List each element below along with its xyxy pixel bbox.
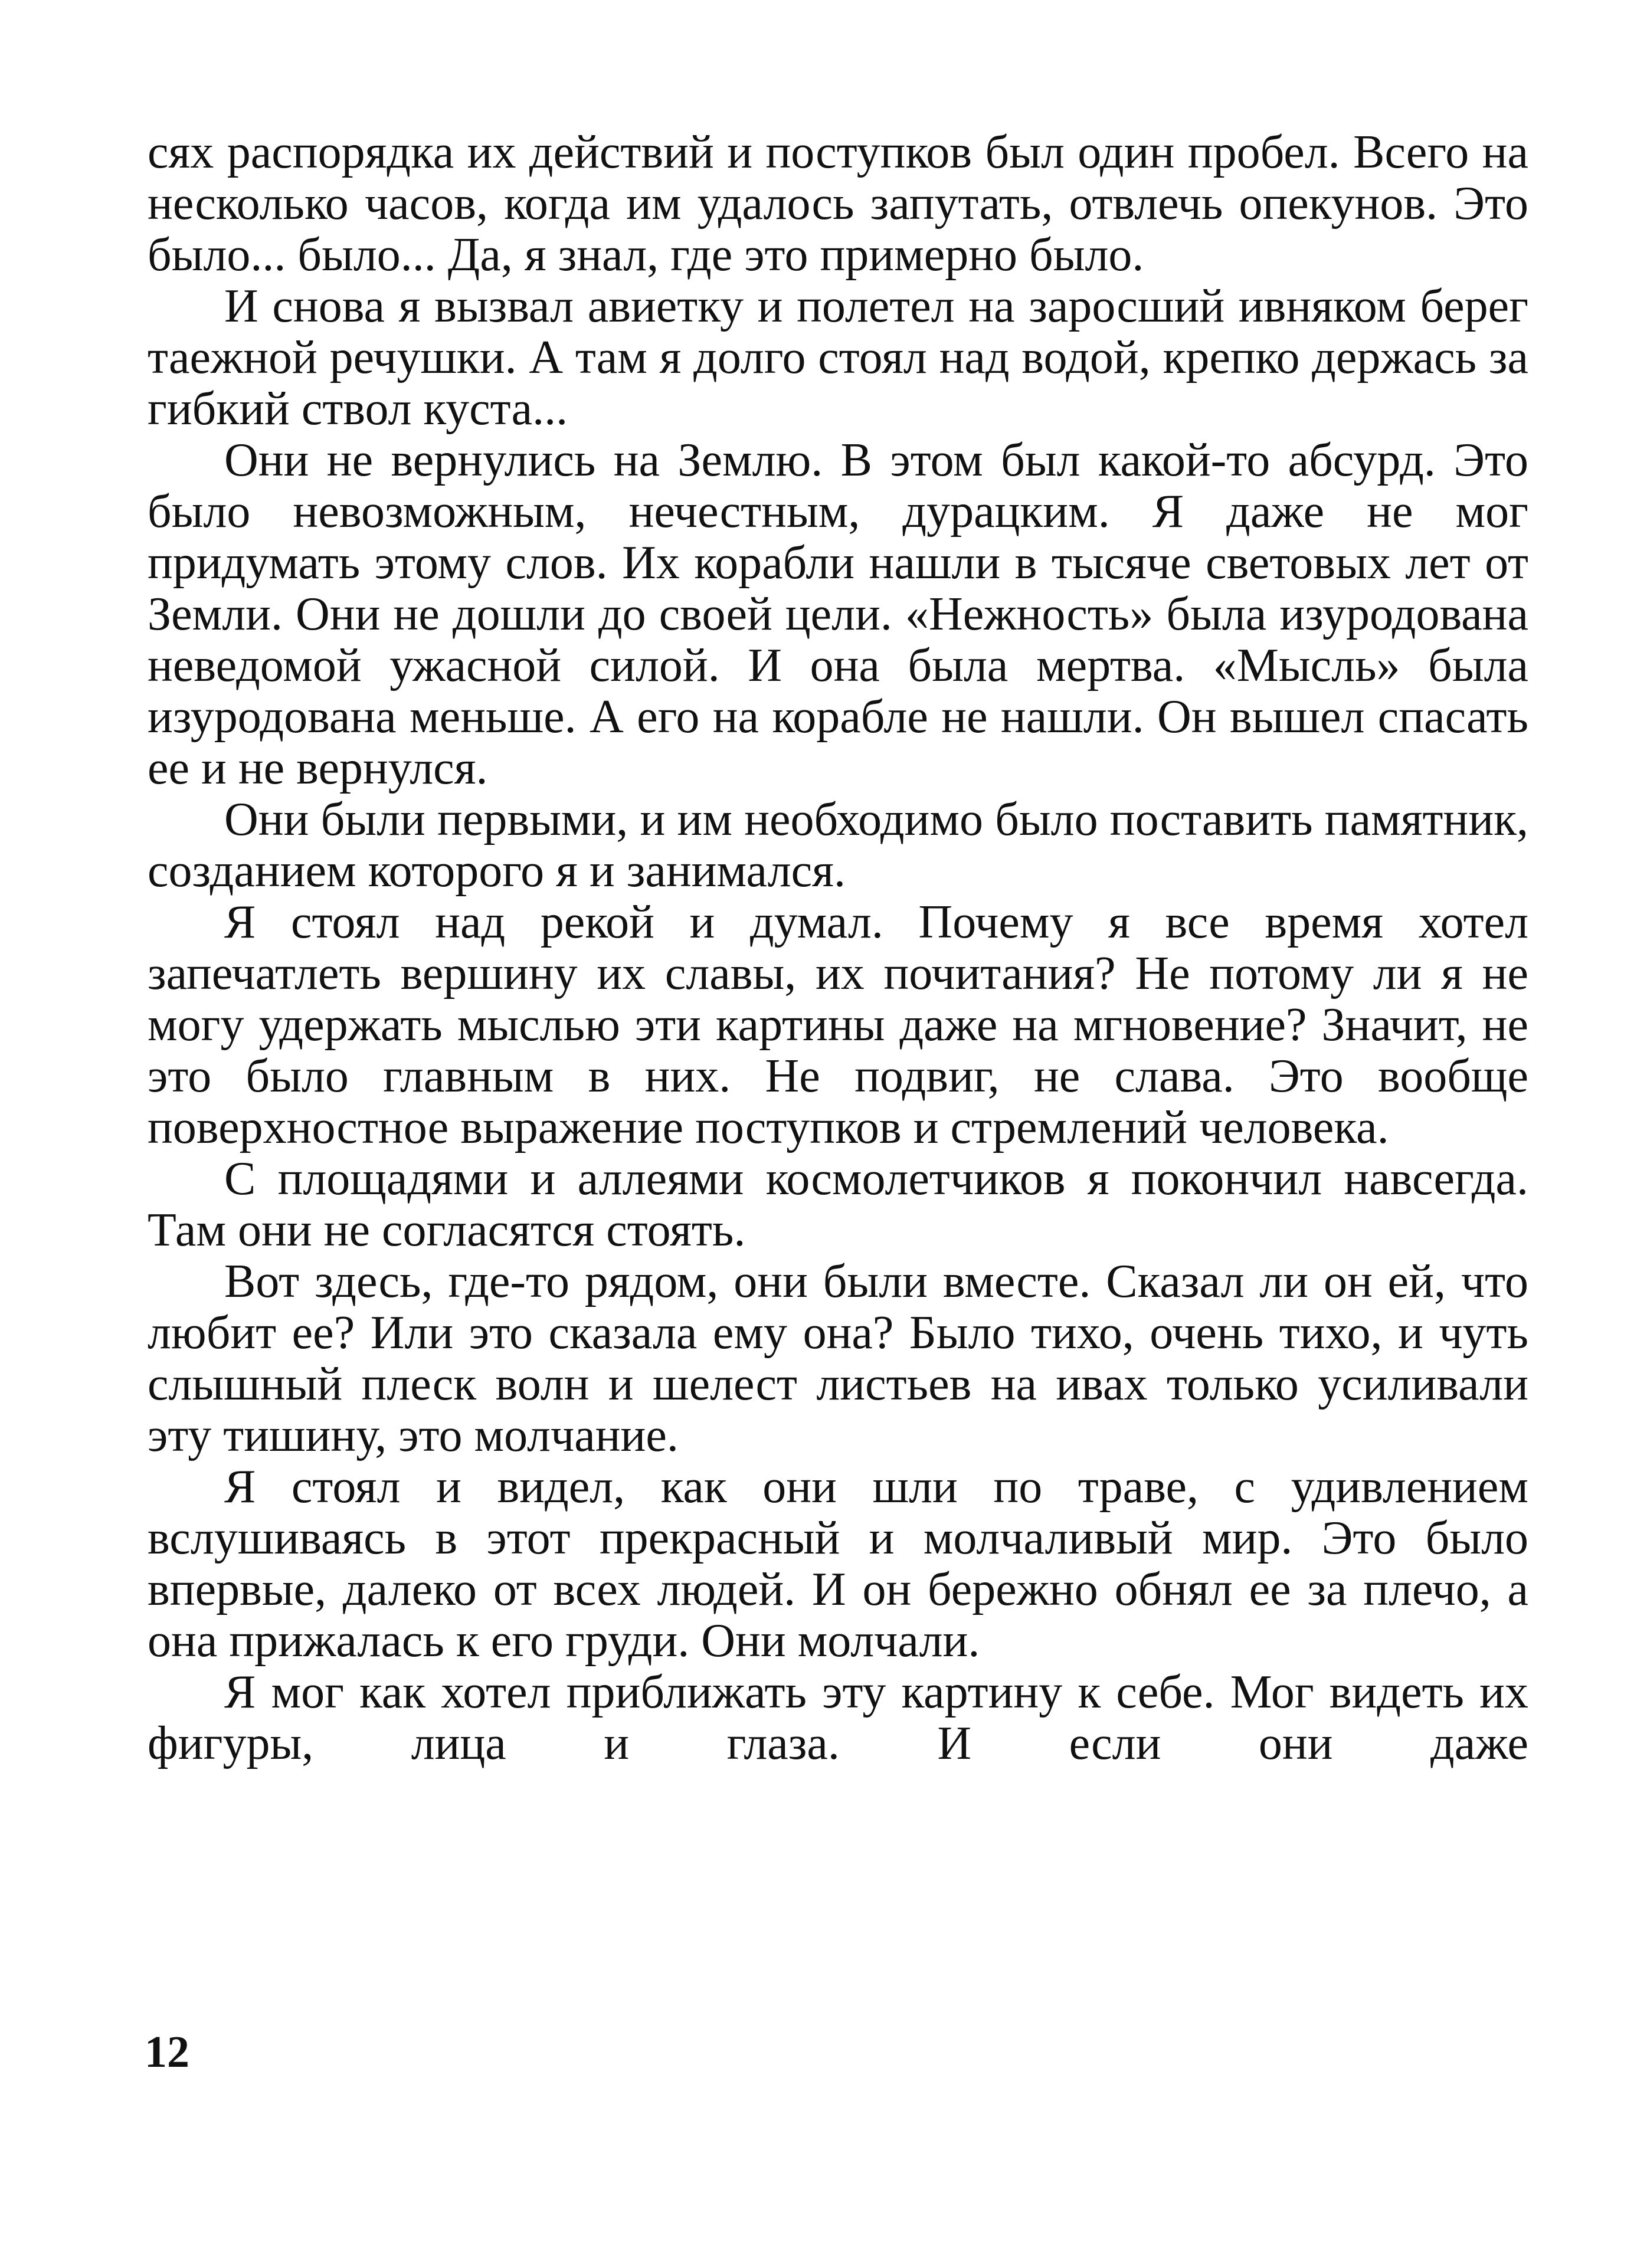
paragraph-1: сях распорядка их действий и поступков был один пробел. Всего на несколько часов, когда им удалось запутать, отвлечь опекунов. Это было... было... Да, я знал, где это примерно было. (148, 126, 1528, 281)
paragraph-2: И снова я вызвал авиетку и полетел на заросший ивняком берег таежной речушки. А там я долго стоял над водой, крепко держась за гибкий ствол куста... (148, 280, 1528, 435)
paragraph-3: Они не вернулись на Землю. В этом был какой-то абсурд. Это было невозможным, нечестным, дурацким. Я даже не мог придумать этому слов. Их корабли нашли в тысяче световых лет от Земли. Они не дошли до своей цели. «Нежность» была изуродована неведомой ужасной силой. И она была мертва. «Мысль» была изуродована меньше. А его на корабле не нашли. Он вышел спасать ее и не вернулся. (148, 434, 1528, 794)
paragraph-8: Я стоял и видел, как они шли по траве, с удивлением вслушиваясь в этот прекрасный и молчаливый мир. Это было впервые, далеко от всех людей. И он бережно обнял ее за плечо, а она прижалась к его груди. Они молчали. (148, 1461, 1528, 1667)
paragraph-4: Они были первыми, и им необходимо было поставить памятник, созданием которого я и занимался. (148, 794, 1528, 897)
page-number: 12 (145, 2027, 189, 2077)
body-text (148, 127, 1528, 1769)
paragraph-6: С площадями и аллеями космолетчиков я покончил навсегда. Там они не согласятся стоять. (148, 1153, 1528, 1256)
paragraph-5: Я стоял над рекой и думал. Почему я все время хотел запечатлеть вершину их славы, их почитания? Не потому ли я не могу удержать мыслью эти картины даже на мгновение? Значит, не это было главным в них. Не подвиг, не слава. Это вообще поверхностное выражение поступков и стремлений человека. (148, 896, 1528, 1153)
paragraph-7: Вот здесь, где-то рядом, они были вместе. Сказал ли он ей, что любит ее? Или это сказала ему она? Было тихо, очень тихо, и чуть слышный плеск волн и шелест листьев на ивах только усиливали эту тишину, это молчание. (148, 1256, 1528, 1461)
paragraph-9: Я мог как хотел приближать эту картину к себе. Мог видеть их фигуры, лица и глаза. И если они даже (148, 1666, 1528, 1769)
